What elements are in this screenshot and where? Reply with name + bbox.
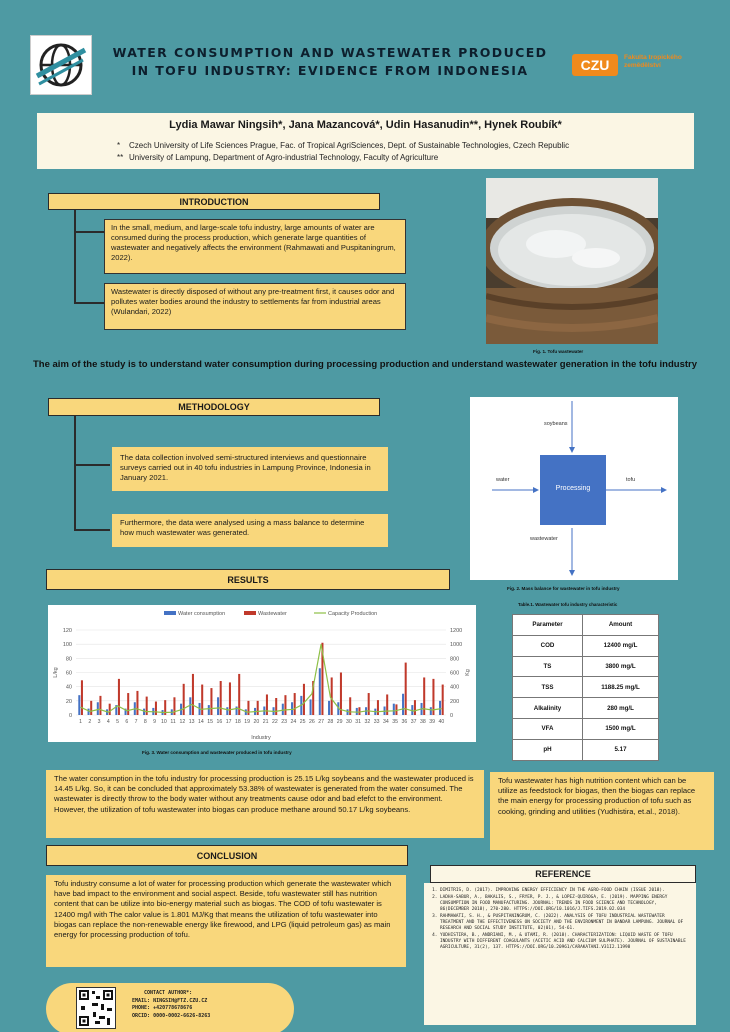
water-consumption-bar [310, 699, 312, 715]
y-axis-label: L/kg [53, 667, 59, 678]
x-tick-label: 2 [88, 719, 92, 725]
y-tick-label: 0 [68, 713, 72, 719]
y2-tick-label: 800 [450, 656, 460, 663]
x-tick-label: 19 [244, 719, 251, 725]
x-tick-label: 32 [364, 719, 371, 725]
connector-line [74, 416, 76, 530]
wastewater-bar [127, 693, 129, 715]
water-consumption-bar [282, 704, 284, 715]
legend-swatch [164, 611, 176, 615]
table-row: COD 12400 mg/L [513, 635, 659, 656]
wastewater-bar [118, 679, 120, 715]
author-names: Lydia Mawar Ningsih*, Jana Mazancová*, Udin Hasanudin**, Hynek Roubík* [169, 119, 562, 131]
x-tick-label: 39 [429, 719, 436, 725]
wastewater-bar [155, 702, 157, 715]
wastewater-bar [405, 663, 407, 715]
wastewater-bar [303, 684, 305, 715]
x-tick-label: 25 [299, 719, 306, 725]
conclusion-heading: CONCLUSION [46, 845, 408, 866]
authors-panel [37, 113, 694, 169]
x-tick-label: 22 [271, 719, 278, 725]
affiliation-2-mark: ** [117, 153, 124, 162]
contact-details [132, 990, 282, 1020]
methodology-paragraph-2: Furthermore, the data were analysed using a mass balance to determine how much wastewater was generated. [112, 514, 388, 547]
x-tick-label: 16 [216, 719, 223, 725]
x-tick-label: 6 [125, 719, 129, 725]
affiliation-1-mark: * [117, 141, 121, 150]
table-header-parameter: Parameter [513, 615, 583, 636]
x-tick-label: 33 [373, 719, 380, 725]
table-row: pH 5.17 [513, 739, 659, 760]
introduction-heading: INTRODUCTION [48, 193, 380, 210]
table-header-amount: Amount [583, 615, 659, 636]
table-row: TS 3800 mg/L [513, 656, 659, 677]
soybeans-label: soybeans [544, 421, 568, 427]
contact-orcid[interactable]: ORCID: 0000-0002-6626-8263 [132, 1012, 211, 1019]
faculty-logo-mark: CZU [572, 54, 618, 76]
water-consumption-bar [97, 702, 99, 715]
poster-title: WATER CONSUMPTION AND WASTEWATER PRODUCED IN TOFU INDUSTRY: EVIDENCE FROM INDONESIA [112, 45, 548, 78]
wastewater-bar [210, 688, 212, 715]
reference-item: 3. RAHMAWATI, S. H., & PUSPITANINGRUM, C. (2022). ANALYSIS OF TOFU INDUSTRIAL WASTEWATER TREATMENT AND THE EFFECTIVENESS ON SOCIETY AND THE ENVIRONMENT IN BANDAR LAMPUNG. JOURNAL OF RESEARCH AND SOCIAL STUDY INSTITUTE, 02(01), 54-61. [440, 914, 688, 932]
y2-axis-label: Kg [465, 669, 471, 676]
x-tick-label: 27 [318, 719, 325, 725]
x-axis-label: Industry [251, 735, 271, 741]
water-consumption-bar [439, 701, 441, 715]
reference-item: 4. YUDHISTIRA, B., ANDRIANI, M., & UTAMI, R. (2018). CHARACTERIZATION: LIQUID WASTE OF TOFU INDUSTRY WITH DIFFERENT COAGULANTS (ACETIC ACID AND CALCIUM SULPHATE). JOURNAL OF SUSTAINABLE AGRICULTURE, 31(2), 137. HTTPS://DOI.ORG/10.20961/CARAKATANI.V31I2.11998 [440, 933, 688, 951]
methodology-paragraph-1: The data collection involved semi-structured interviews and questionnaire surveys carried out in 40 tofu industries in Lampung Province, Indonesia in January 2021. [112, 447, 388, 491]
x-tick-label: 29 [336, 719, 343, 725]
legend-label: Water consumption [178, 611, 226, 617]
qr-code-icon [76, 987, 116, 1029]
wastewater-bar [201, 685, 203, 715]
wastewater-bar [414, 700, 416, 715]
y2-tick-label: 200 [450, 698, 460, 705]
wastewater-bar [284, 695, 286, 715]
fig2-caption: Fig. 2. Mass balance for wastewater in tofu industry [507, 586, 620, 591]
table-row: TSS 1188.25 mg/L [513, 677, 659, 698]
water-consumption-bar [226, 707, 228, 715]
y2-tick-label: 600 [450, 670, 460, 677]
y-tick-label: 120 [62, 628, 72, 634]
y2-tick-label: 1000 [450, 642, 463, 649]
contact-email[interactable]: EMAIL: NINGSIH@FTZ.CZU.CZ [132, 997, 208, 1004]
wastewater-bar [81, 680, 83, 715]
fig1-caption: Fig. 1. Tofu wastewater [533, 349, 584, 354]
study-aim: The aim of the study is to understand water consumption during processing production and understand wastewater generation in the tofu industry [33, 359, 697, 370]
x-tick-label: 17 [225, 719, 232, 725]
x-tick-label: 8 [143, 719, 147, 725]
faculty-logo-text: Fakulta tropického zemědělství [624, 54, 682, 69]
affiliation-2: ** University of Lampung, Department of Agro-industrial Technology, Faculty of Agriculture [117, 153, 439, 162]
x-tick-label: 10 [160, 719, 167, 725]
wastewater-bar [294, 693, 296, 715]
water-wastewater-chart [48, 605, 476, 742]
connector-line [74, 464, 110, 466]
x-tick-label: 12 [179, 719, 186, 725]
connector-line [74, 231, 104, 233]
table-row: Alkalinity 280 mg/L [513, 698, 659, 719]
contact-heading: CONTACT AUTHOR*: [144, 990, 193, 996]
reference-list [424, 883, 696, 1025]
faculty-logo [572, 52, 692, 80]
table1-caption: Table.1. Wastewater tofu industry characteristic [518, 602, 618, 607]
wastewater-bar [257, 701, 259, 715]
methodology-heading: METHODOLOGY [48, 398, 380, 416]
x-tick-label: 40 [438, 719, 445, 725]
water-consumption-bar [78, 695, 80, 715]
water-consumption-bar [208, 705, 210, 715]
x-tick-label: 15 [207, 719, 214, 725]
table-row: VFA 1500 mg/L [513, 718, 659, 739]
conclusion-text: Tofu industry consume a lot of water for processing production which generate the wastewater which have bad impact to the environment and social aspect. Beside, tofu wastewater still has nutrition content that can be utilize into bio-energy material such as biogas. The COD of tofu wastewater is 12400 mg/l with The calor value is 1.801 MJ/Kg that means the utilization of tofu wastewater into biogas can replace the non-renewable energy like firewood, and LPG (liquid petroleum gas) as main energy for processing production of tofu. [46, 875, 406, 967]
legend-label: Capacity Production [328, 611, 378, 617]
y-tick-label: 20 [65, 698, 72, 705]
x-tick-label: 26 [308, 719, 315, 725]
y-tick-label: 80 [65, 656, 72, 663]
x-tick-label: 24 [290, 719, 297, 725]
x-tick-label: 13 [188, 719, 195, 725]
wastewater-bar [109, 704, 111, 715]
water-consumption-bar [328, 701, 330, 715]
water-consumption-bar [402, 694, 404, 715]
wastewater-bar [266, 694, 268, 715]
characteristics-table [512, 614, 659, 761]
water-consumption-bar [217, 697, 219, 715]
wastewater-bar [368, 693, 370, 715]
introduction-paragraph-1: In the small, medium, and large-scale tofu industry, large amounts of water are consumed during the process production, which generate large quantities of wastewater and negatively affects the environment (Rahmawati and Puspitaningrum, 2022). [104, 219, 406, 274]
results-text: The water consumption in the tofu industry for processing production is 25.15 L/kg soybeans and the wastewater produced is 14.45 L/kg. So, it can be concluded that approximately 53.38% of wastewater is generated from the water consumed. The wastewater is directly throw to the body water without any treatments cause odor and bad efefct to the environment. However, the utilization of tofu wastewater into biogas can produce methane around 50.17 L/kg soybeans. [46, 770, 484, 838]
y2-tick-label: 0 [450, 713, 454, 719]
results-heading: RESULTS [46, 569, 450, 590]
y-tick-label: 100 [62, 642, 72, 649]
water-label: water [496, 477, 510, 483]
connector-line [74, 210, 76, 303]
water-consumption-bar [236, 707, 238, 716]
mass-balance-diagram [470, 397, 678, 580]
wastewater-bar [183, 684, 185, 715]
wastewater-bar [192, 674, 194, 715]
x-tick-label: 18 [234, 719, 241, 725]
tofu-wastewater-photo [486, 178, 658, 344]
x-tick-label: 21 [262, 719, 269, 725]
y-tick-label: 60 [65, 670, 72, 677]
legend-label: Wastewater [258, 611, 287, 617]
x-tick-label: 4 [106, 719, 110, 725]
wastewater-bar [377, 700, 379, 715]
y-tick-label: 40 [65, 684, 72, 691]
results-side-text: Tofu wastewater has high nutrition content which can be utilize as feedstock for biogas, then the biogas can replace the main energy for processing production of tofu such as cooking, grinding and utilities (Yudhistira, et.al., 2018). [490, 772, 714, 850]
x-tick-label: 37 [410, 719, 417, 725]
x-tick-label: 34 [382, 719, 389, 725]
wastewater-bar [442, 685, 444, 715]
x-tick-label: 1 [79, 719, 83, 725]
wastewater-bar [275, 698, 277, 715]
introduction-paragraph-2: Wastewater is directly disposed of without any pre-treatment first, it causes odor and pollutes water bodies around the industry to settlements far from industrial areas (Wulandari, 2022) [104, 283, 406, 330]
x-tick-label: 11 [170, 719, 176, 725]
connector-line [74, 302, 104, 304]
x-tick-label: 28 [327, 719, 334, 725]
x-tick-label: 20 [253, 719, 260, 725]
wastewater-label: wastewater [530, 536, 558, 542]
water-consumption-bar [356, 708, 358, 715]
wastewater-bar [136, 691, 138, 715]
wastewater-bar [220, 681, 222, 715]
x-tick-label: 5 [116, 719, 120, 725]
x-tick-label: 7 [134, 719, 138, 725]
water-consumption-bar [393, 704, 395, 715]
university-logo [30, 35, 92, 95]
wastewater-bar [395, 704, 397, 715]
y2-tick-label: 400 [450, 684, 460, 691]
water-consumption-bar [291, 702, 293, 715]
x-tick-label: 30 [345, 719, 352, 725]
wastewater-bar [331, 677, 333, 715]
wastewater-bar [358, 707, 360, 715]
affiliation-1: * Czech University of Life Sciences Prague, Fac. of Tropical AgriSciences, Dept. of Sustainable Technologies, Czech Republic [117, 141, 570, 150]
x-tick-label: 23 [281, 719, 288, 725]
wastewater-bar [90, 701, 92, 715]
contact-panel [46, 983, 294, 1032]
y2-tick-label: 1200 [450, 628, 463, 634]
reference-item: 2. LADHA-SABUR, A., BAKALIS, S., FRYER, P. J., & LOPEZ-QUIROGA, E. (2019). MAPPING ENERGY CONSUMPTION IN FOOD MANUFACTURING. JOURNAL: TRENDS IN FOOD SCIENCE AND TECHNOLOGY, 86(DECEMBER 2018), 270-280. HTTPS://DOI.ORG/10.1016/J.TIFS.2019.02.034 [440, 895, 688, 913]
x-tick-label: 14 [197, 719, 204, 725]
x-tick-label: 31 [355, 719, 362, 725]
connector-line [74, 529, 110, 531]
wastewater-bar [340, 673, 342, 716]
x-tick-label: 36 [401, 719, 408, 725]
water-consumption-bar [430, 707, 432, 715]
reference-heading: REFERENCE [430, 865, 696, 883]
x-tick-label: 9 [153, 719, 157, 725]
x-tick-label: 3 [97, 719, 101, 725]
wastewater-bar [247, 701, 249, 715]
process-box-label: Processing [555, 485, 591, 492]
water-consumption-bar [319, 668, 321, 715]
reference-item: 1. DIMITRIS, D. (2017). IMPROVING ENERGY EFFICIENCY IN THE AGRO-FOOD CHAIN (ISSUE 2018). [440, 888, 688, 894]
wastewater-bar [386, 694, 388, 715]
tofu-label: tofu [626, 477, 636, 483]
legend-swatch [244, 611, 256, 615]
contact-phone: PHONE: +420778678676 [132, 1005, 193, 1011]
fig3-caption: Fig. 3. Water consumption and wastewater produced in tofu industry [142, 750, 292, 755]
wastewater-bar [99, 696, 101, 715]
x-tick-label: 38 [419, 719, 426, 725]
wastewater-bar [146, 697, 148, 715]
x-tick-label: 35 [392, 719, 399, 725]
